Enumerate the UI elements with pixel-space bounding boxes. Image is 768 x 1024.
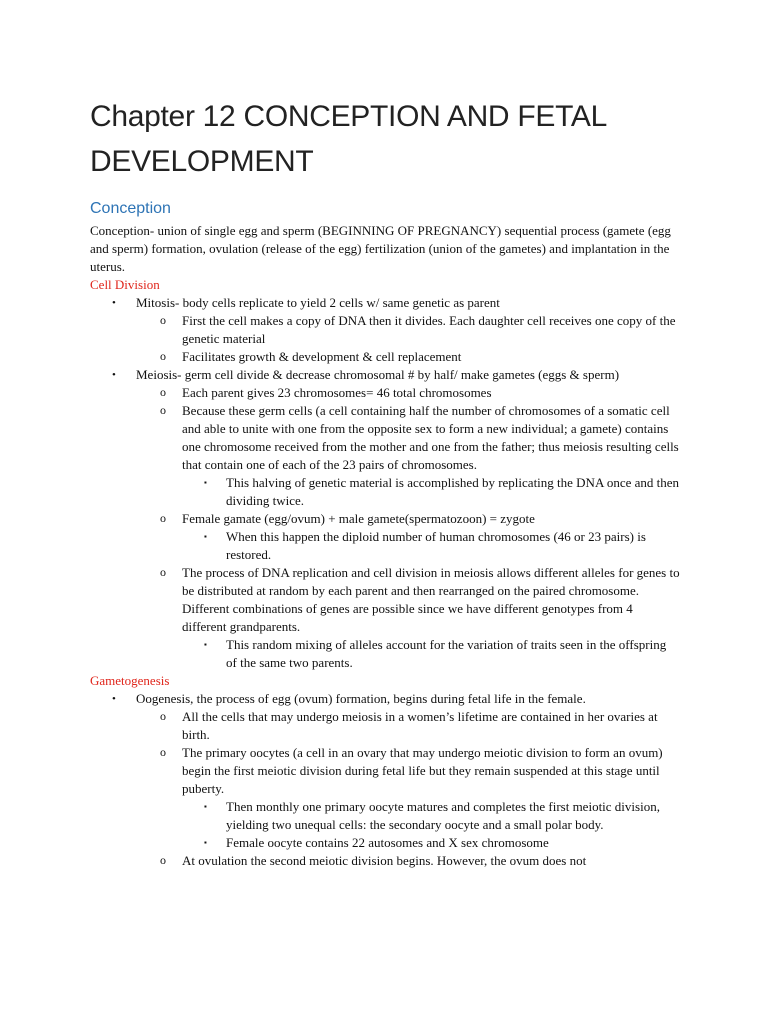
cell-division-list: [90, 294, 680, 672]
bullet-square-icon: ▪: [204, 838, 207, 847]
section-heading-conception: Conception: [90, 200, 171, 217]
document-body: [90, 222, 680, 870]
gametogenesis-list: [90, 690, 680, 870]
bullet-circle-icon: o: [160, 745, 166, 759]
list-item: o First the cell makes a copy of DNA then it divides. Each daughter cell receives one copy of the genetic material: [160, 313, 676, 346]
list-item: ▪ This halving of genetic material is accomplished by replicating the DNA once and then dividing twice.: [204, 475, 680, 508]
list-item: o Because these germ cells (a cell containing half the number of chromosomes of a somatic cell and able to unite with one from the opposite sex to form a new individual; a gamete) contains one chromosome received from the mother and one from the father; thus meiosis resulting cells that contain one of each of the 23 pairs of chromosomes.: [160, 403, 679, 472]
bullet-circle-icon: o: [160, 349, 166, 363]
list-item: o Facilitates growth & development & cell replacement: [160, 349, 462, 364]
bullet-disc-icon: •: [112, 693, 116, 705]
list-item: • Mitosis- body cells replicate to yield 2 cells w/ same genetic as parent: [112, 295, 500, 310]
bullet-square-icon: ▪: [204, 478, 207, 487]
bullet-square-icon: ▪: [204, 802, 207, 811]
bullet-square-icon: ▪: [204, 532, 207, 541]
list-item: ▪ Then monthly one primary oocyte matures and completes the first meiotic division, yielding two unequal cells: the secondary oocyte and a small polar body.: [204, 799, 660, 832]
bullet-circle-icon: o: [160, 385, 166, 399]
list-item: o The process of DNA replication and cell division in meiosis allows different alleles for genes to be distributed at random by each parent and then rearranged on the paired chromosome. Different combinations of genes are possible since we have different genotypes from 4 different grandparents.: [160, 565, 680, 634]
list-item: • Oogenesis, the process of egg (ovum) formation, begins during fetal life in the female.: [112, 691, 586, 706]
list-item: o The primary oocytes (a cell in an ovary that may undergo meiotic division to form an ovum) begin the first meiotic division during fetal life but they remain suspended at this stage until puberty.: [160, 745, 663, 796]
page-title: Chapter 12 CONCEPTION AND FETAL DEVELOPMENT: [90, 100, 606, 178]
list-item: ▪ When this happen the diploid number of human chromosomes (46 or 23 pairs) is restored.: [204, 529, 646, 562]
list-item: o Female gamate (egg/ovum) + male gamete(spermatozoon) = zygote: [160, 511, 535, 526]
subheading-gametogenesis: Gametogenesis: [90, 673, 170, 688]
list-item: • Meiosis- germ cell divide & decrease chromosomal # by half/ make gametes (eggs & sperm): [112, 367, 620, 382]
bullet-circle-icon: o: [160, 709, 166, 723]
bullet-circle-icon: o: [160, 565, 166, 579]
bullet-circle-icon: o: [160, 853, 166, 867]
bullet-disc-icon: •: [112, 369, 116, 381]
bullet-square-icon: ▪: [204, 640, 207, 649]
list-item: o Each parent gives 23 chromosomes= 46 total chromosomes: [160, 385, 492, 400]
bullet-circle-icon: o: [160, 511, 166, 525]
bullet-disc-icon: •: [112, 297, 116, 309]
list-item: ▪ This random mixing of alleles account for the variation of traits seen in the offspring of the same two parents.: [204, 637, 667, 670]
list-item: ▪ Female oocyte contains 22 autosomes and X sex chromosome: [204, 835, 549, 850]
bullet-circle-icon: o: [160, 313, 166, 327]
bullet-circle-icon: o: [160, 403, 166, 417]
subheading-cell-division: Cell Division: [90, 277, 160, 292]
list-item: o At ovulation the second meiotic division begins. However, the ovum does not: [160, 853, 587, 868]
list-item: o All the cells that may undergo meiosis in a women’s lifetime are contained in her ovaries at birth.: [160, 709, 658, 742]
intro-paragraph: Conception- union of single egg and sperm (BEGINNING OF PREGNANCY) sequential process (gamete (egg and sperm) formation, ovulation (release of the egg) fertilization (union of the gametes) and implantation in the uterus.: [90, 223, 671, 274]
